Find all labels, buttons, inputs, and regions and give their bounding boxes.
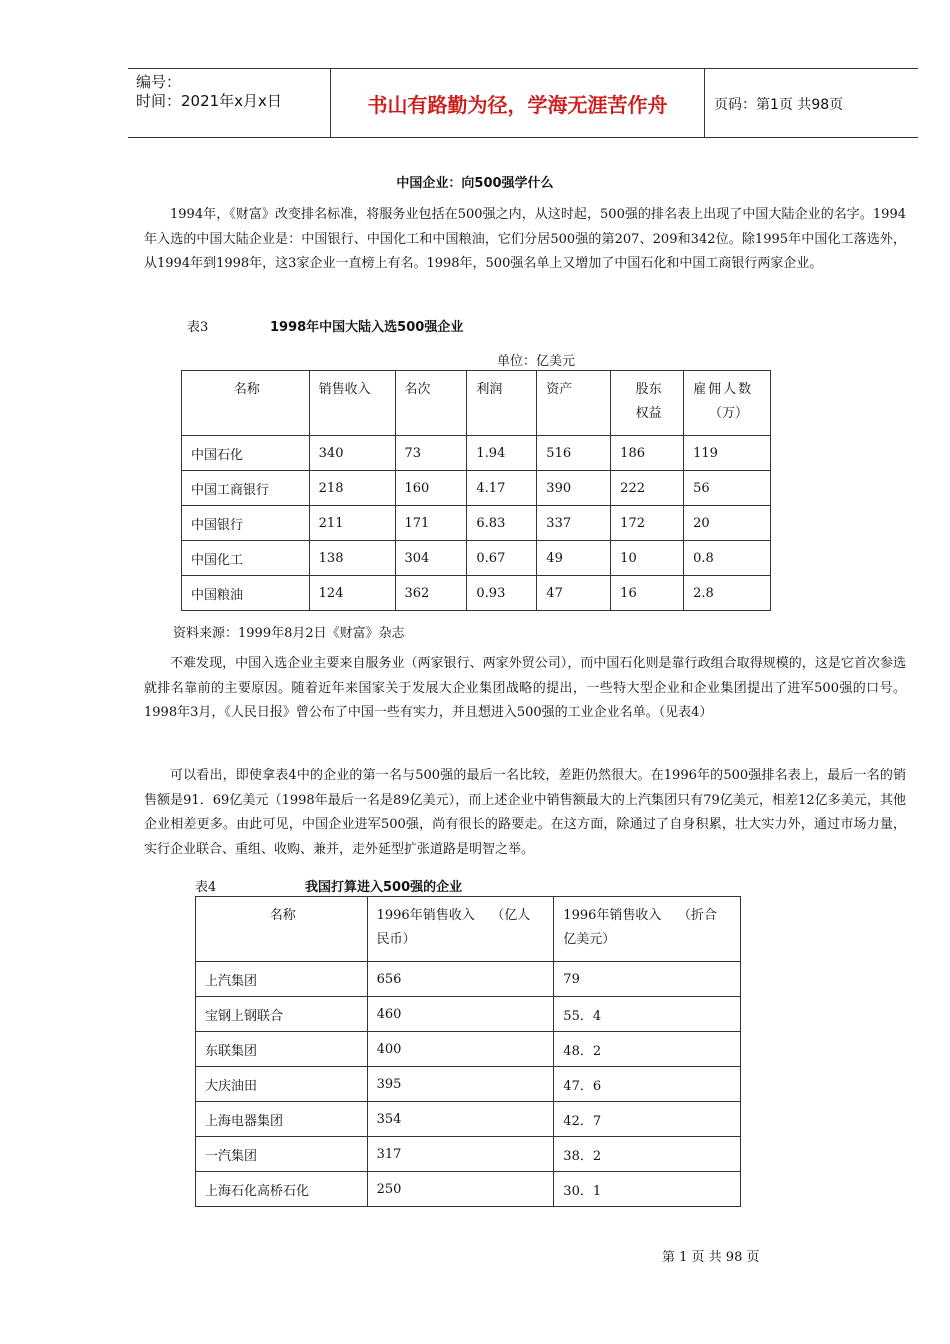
table-cell: 55．4 (554, 997, 741, 1032)
header-part: 1996年销售收入 (376, 908, 475, 923)
table-row (196, 1102, 741, 1137)
table3-title: 1998年中国大陆入选500强企业 (270, 320, 464, 335)
table-cell: 48．2 (554, 1032, 741, 1067)
table-cell: 250 (367, 1172, 554, 1207)
table-header-row (182, 371, 771, 436)
table-cell: 30．1 (554, 1172, 741, 1207)
table-row (196, 1032, 741, 1067)
header-line (563, 904, 734, 928)
table-row (182, 436, 771, 471)
table-cell: 中国银行 (182, 506, 310, 541)
table-row (196, 997, 741, 1032)
table-cell: 160 (395, 471, 467, 506)
table-row (182, 506, 771, 541)
table4 (195, 896, 741, 1207)
table-cell: 20 (684, 506, 771, 541)
table-header-cell (554, 897, 741, 962)
table-cell: 400 (367, 1032, 554, 1067)
table4-title: 我国打算进入500强的企业 (305, 880, 463, 895)
table-cell: 大庆油田 (196, 1067, 368, 1102)
table-row (196, 1137, 741, 1172)
header-page-info: 页码：第1页 共98页 (714, 97, 844, 113)
table-cell: 656 (367, 962, 554, 997)
table-cell: 73 (395, 436, 467, 471)
table-cell: 10 (611, 541, 684, 576)
paragraph-1: 1994年，《财富》改变排名标准，将服务业包括在500强之内，从这时起，500强的排名表上出现了中国大陆企业的名字。1994年入选的中国大陆企业是：中国银行、中国化工和中国粮油，它们分居500强的第207、209和342位。除1995年中国化工落选外，从1994年到1998年，这3家企业一直榜上有名。1998年，500强名单上又增加了中国石化和中国工商银行两家企业。 (144, 207, 906, 271)
table-cell: 49 (537, 541, 611, 576)
paragraph-3: 可以看出，即使拿表4中的企业的第一名与500强的最后一名比较，差距仍然很大。在1996年的500强排名表上，最后一名的销售额是91．69亿美元（1998年最后一名是89亿美元），而上述企业中销售额最大的上汽集团只有79亿美元，相差12亿多美元，其他企业相差更多。由此可见，中国企业进军500强，尚有很长的路要走。在这方面，除通过了自身积累，壮大实力外，通过市场力量，实行企业联合、重组、收购、兼并，走外延型扩张道路是明智之举。 (144, 768, 906, 857)
table-cell: 138 (309, 541, 395, 576)
table-cell: 186 (611, 436, 684, 471)
table-header-cell: 名称 (196, 897, 368, 962)
header-part: （折合 (677, 908, 717, 923)
table-cell: 304 (395, 541, 467, 576)
table-row (182, 471, 771, 506)
table-cell: 362 (395, 576, 467, 611)
header-line: 股东 (635, 382, 662, 397)
table-cell: 56 (684, 471, 771, 506)
header-line: 亿美元） (563, 932, 616, 947)
table-row (196, 1067, 741, 1102)
table-cell: 222 (611, 471, 684, 506)
table-cell: 4.17 (467, 471, 537, 506)
table-cell: 79 (554, 962, 741, 997)
table-row (196, 1172, 741, 1207)
table-header-cell (367, 897, 554, 962)
table-header-cell: 名次 (395, 371, 467, 436)
table-header-cell: 销售收入 (309, 371, 395, 436)
table-cell: 38．2 (554, 1137, 741, 1172)
header-divider (704, 69, 705, 137)
table-cell: 2.8 (684, 576, 771, 611)
table-cell: 47 (537, 576, 611, 611)
table-cell: 东联集团 (196, 1032, 368, 1067)
table-cell: 16 (611, 576, 684, 611)
header-line (377, 904, 548, 928)
table-cell: 6.83 (467, 506, 537, 541)
header-motto: 书山有路勤为径，学海无涯苦作舟 (367, 93, 668, 117)
table-cell: 1.94 (467, 436, 537, 471)
table-cell: 中国化工 (182, 541, 310, 576)
table-cell: 354 (367, 1102, 554, 1137)
table-cell: 395 (367, 1067, 554, 1102)
header-line: 雇佣人数 (693, 382, 754, 397)
number-label: 编号： (136, 73, 182, 91)
table-cell: 上海石化高桥石化 (196, 1172, 368, 1207)
table-header-cell (684, 371, 771, 436)
header-line: 权益 (635, 406, 662, 421)
table-cell: 124 (309, 576, 395, 611)
table-cell: 119 (684, 436, 771, 471)
table-row (196, 962, 741, 997)
table3-unit: 单位：亿美元 (497, 354, 576, 369)
table-cell: 337 (537, 506, 611, 541)
header-meta (136, 73, 326, 111)
page-header (128, 68, 918, 138)
table-header-cell: 名称 (182, 371, 310, 436)
table-cell: 中国工商银行 (182, 471, 310, 506)
table-header-cell: 利润 (467, 371, 537, 436)
table-cell: 390 (537, 471, 611, 506)
table-cell: 317 (367, 1137, 554, 1172)
table4-label: 表4 (195, 880, 217, 895)
table-cell: 一汽集团 (196, 1137, 368, 1172)
table-cell: 171 (395, 506, 467, 541)
header-part: 1996年销售收入 (563, 908, 662, 923)
table-row (182, 576, 771, 611)
table-cell: 上海电器集团 (196, 1102, 368, 1137)
table-cell: 516 (537, 436, 611, 471)
table-header-cell: 资产 (537, 371, 611, 436)
header-line: 民币） (376, 932, 416, 947)
table3-label: 表3 (187, 320, 209, 335)
table-cell: 中国粮油 (182, 576, 310, 611)
table-cell: 340 (309, 436, 395, 471)
table-cell: 宝钢上钢联合 (196, 997, 368, 1032)
table-row (182, 541, 771, 576)
table-cell: 172 (611, 506, 684, 541)
table-header-cell (611, 371, 684, 436)
page-footer: 第 1 页 共 98 页 (662, 1250, 760, 1265)
table-cell: 0.8 (684, 541, 771, 576)
table3-source: 资料来源：1999年8月2日《财富》杂志 (173, 626, 405, 641)
table3 (181, 370, 771, 611)
table-cell: 47．6 (554, 1067, 741, 1102)
table-cell: 0.67 (467, 541, 537, 576)
table-cell: 0.93 (467, 576, 537, 611)
article-title: 中国企业：向500强学什么 (396, 176, 554, 191)
header-part: （亿人 (491, 908, 531, 923)
header-line: （万） (709, 406, 749, 421)
table-cell: 211 (309, 506, 395, 541)
table-cell: 460 (367, 997, 554, 1032)
table-cell: 上汽集团 (196, 962, 368, 997)
paragraph-2: 不难发现，中国入选企业主要来自服务业（两家银行、两家外贸公司），而中国石化则是靠行政组合取得规模的，这是它首次参选就排名靠前的主要原因。随着近年来国家关于发展大企业集团战略的提出，一些特大型企业和企业集团提出了进军500强的口号。1998年3月，《人民日报》曾公布了中国一些有实力，并且想进入500强的工业企业名单。（见表4） (144, 656, 906, 720)
table-header-row (196, 897, 741, 962)
table-cell: 218 (309, 471, 395, 506)
table-cell: 中国石化 (182, 436, 310, 471)
table-cell: 42．7 (554, 1102, 741, 1137)
date-label: 时间：2021年x月x日 (136, 92, 282, 110)
